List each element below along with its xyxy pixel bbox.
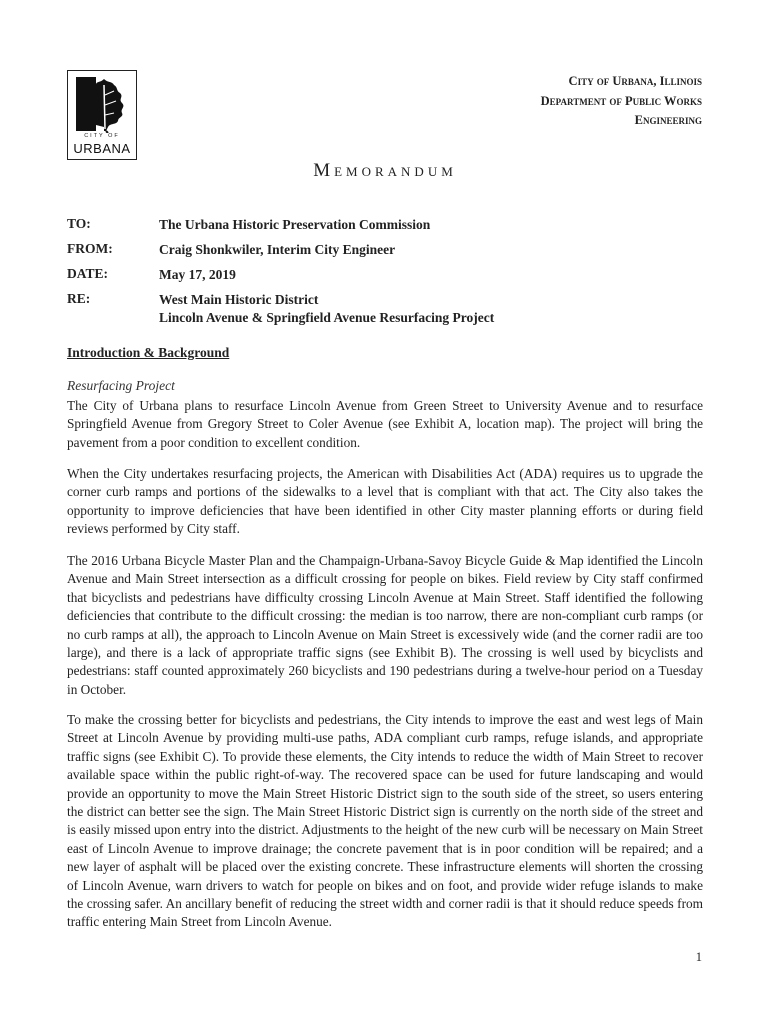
city-of-urbana-logo [67,70,137,160]
logo-city-of: CITY OF [84,133,120,139]
re-line-2: Lincoln Avenue & Springfield Avenue Resurfacing Project [159,310,495,325]
re-line-1: West Main Historic District [159,292,319,307]
header-division: Engineering [634,113,702,127]
date-value: May 17, 2019 [159,267,236,282]
logo-urbana: URBANA [73,141,131,156]
from-label: FROM: [67,241,113,256]
paragraph-1: The City of Urbana plans to resurface Lincoln Avenue from Green Street to University Avenue and to resurface Springfield Avenue from Gregory Street to Coler Avenue (see Exhibit A, location map). The project will bring the pavement from a poor condition to excellent condition. [67,398,703,450]
page-number: 1 [695,950,702,964]
department-header [541,72,702,131]
paragraph-4: To make the crossing better for bicyclists and pedestrians, the City intends to improve the east and west legs of Main Street at Lincoln Avenue by providing multi-use paths, ADA compliant curb ramps, refuge islands, and appropriate traffic signs (see Exhibit C). To provide these elements, the City intends to reduce the width of Main Street to recover available space within the public right-of-way. The recovered space can be used for future landscaping and would provide an opportunity to move the Main Street Historic District sign to the south side of the street, so users entering the district can better see the sign. The Main Street Historic District sign is currently on the north side of the street and is easily missed upon entry into the district. Adjustments to the height of the new curb will be necessary on Main Street east of Lincoln Avenue to improve drainage; the concrete pavement that is in poor condition will be repaired; and a new layer of asphalt will be placed over the existing concrete. These infrastructure elements will shorten the crossing of Lincoln Avenue, warn drivers to watch for people on bikes and on foot, and provide wider refuge islands to make the crossing safer. An ancillary benefit of reducing the street width and corner radii is that it should reduce speeds from traffic entering Main Street from Lincoln Avenue. [67,712,703,930]
paragraph-2: When the City undertakes resurfacing projects, the American with Disabilities Act (ADA) requires us to upgrade the corner curb ramps and portions of the sidewalks to a level that is compliant with that act. The City also takes the opportunity to improve deficiencies that have been identified in other City master planning efforts or during field reviews performed by City staff. [67,466,703,537]
date-label: DATE: [67,266,109,281]
to-value: The Urbana Historic Preservation Commission [159,217,431,232]
re-label: RE: [67,291,91,306]
header-department: Department of Public Works [540,93,702,108]
from-value: Craig Shonkwiler, Interim City Engineer [159,242,396,257]
subsection-heading: Resurfacing Project [67,378,175,393]
header-city: City of Urbana, Illinois [568,74,702,88]
oak-leaf-icon [74,75,130,133]
re-value [159,291,719,327]
section-heading: Introduction & Background [67,345,230,360]
memo-title: Memorandum [313,160,457,181]
paragraph-3: The 2016 Urbana Bicycle Master Plan and the Champaign-Urbana-Savoy Bicycle Guide & Map identified the Lincoln Avenue and Main Street intersection as a difficult crossing for people on bikes. Field review by City staff confirmed that bicyclists and pedestrians have difficulty crossing Lincoln Avenue at Main Street. Staff identified the following deficiencies that contribute to the difficult crossing: the median is too narrow, there are non-compliant curb ramps (or no curb ramps at all), the approach to Lincoln Avenue on Main Street is excessively wide (and the corner radii are too large), and there is a lack of appropriate traffic signs (see Exhibit B). The crossing is well used by bicyclists and pedestrians: staff counted approximately 260 bicyclists and 190 pedestrians during a twelve-hour period on a Tuesday in October. [67,553,703,697]
to-label: TO: [67,216,91,231]
